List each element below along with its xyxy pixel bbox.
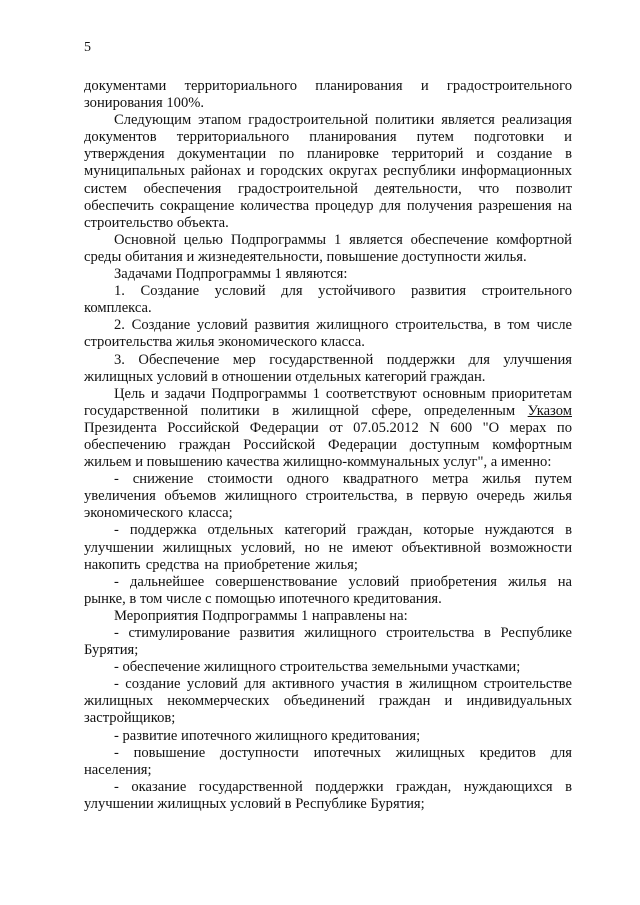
page-number: 5 bbox=[84, 40, 91, 55]
decree-text-after: Президента Российской Федерации от 07.05.2012 N 600 "О мерах по обеспечению граждан Российской Федерации доступным комфортным жильем и повышению качества жилищно-коммунальных услуг", а именно: bbox=[84, 419, 572, 471]
priority-item-1: - снижение стоимости одного квадратного метра жилья путем увеличения объемов жилищного строительства, в первую очередь жилья экономического класса; bbox=[84, 471, 572, 522]
decree-link[interactable]: Указом bbox=[527, 402, 572, 419]
measure-item-6: - оказание государственной поддержки граждан, нуждающихся в улучшении жилищных условий в Республике Бурятия; bbox=[84, 778, 572, 812]
measure-item-3: - создание условий для активного участия в жилищном строительстве жилищных некоммерческих объединений граждан и индивидуальных застройщиков; bbox=[84, 676, 572, 727]
paragraph-tasks-heading: Задачами Подпрограммы 1 являются: bbox=[114, 266, 348, 283]
paragraph-decree bbox=[84, 386, 572, 471]
measure-item-4: - развитие ипотечного жилищного кредитования; bbox=[114, 727, 421, 744]
measure-item-1: - стимулирование развития жилищного строительства в Республике Бурятия; bbox=[84, 625, 572, 659]
measure-item-5: - повышение доступности ипотечных жилищных кредитов для населения; bbox=[84, 744, 572, 778]
priority-item-2: - поддержка отдельных категорий граждан, которые нуждаются в улучшении жилищных условий, но не имеют объективной возможности накопить средства на приобретение жилья; bbox=[84, 522, 572, 573]
decree-text-before: Цель и задачи Подпрограммы 1 соответствуют основным приоритетам государственной политики в жилищной сфере, определенным bbox=[84, 385, 572, 419]
paragraph-main-goal: Основной целью Подпрограммы 1 является обеспечение комфортной среды обитания и жизнедеятельности, повышение доступности жилья. bbox=[84, 231, 572, 265]
task-item-1: 1. Создание условий для устойчивого развития строительного комплекса. bbox=[84, 283, 572, 317]
task-item-3: 3. Обеспечение мер государственной поддержки для улучшения жилищных условий в отношении отдельных категорий граждан. bbox=[84, 351, 572, 385]
document-body bbox=[84, 78, 572, 813]
paragraph-continuation: документами территориального планирования и градостроительного зонирования 100%. bbox=[84, 78, 572, 112]
paragraph-measures-heading: Мероприятия Подпрограммы 1 направлены на: bbox=[114, 607, 408, 624]
measure-item-2: - обеспечение жилищного строительства земельными участками; bbox=[114, 659, 521, 676]
paragraph-next-stage: Следующим этапом градостроительной политики является реализация документов территориального планирования путем подготовки и утверждения документации по планировке территорий и создание в муниципальных районах и городских округах республики информационных систем обеспечения градостроительной деятельности, что позволит обеспечить сокращение количества процедур для получения разрешения на строительство объекта. bbox=[84, 112, 572, 231]
priority-item-3: - дальнейшее совершенствование условий приобретения жилья на рынке, в том числе с помощью ипотечного кредитования. bbox=[84, 573, 572, 607]
task-item-2: 2. Создание условий развития жилищного строительства, в том числе строительства жилья экономического класса. bbox=[84, 317, 572, 351]
